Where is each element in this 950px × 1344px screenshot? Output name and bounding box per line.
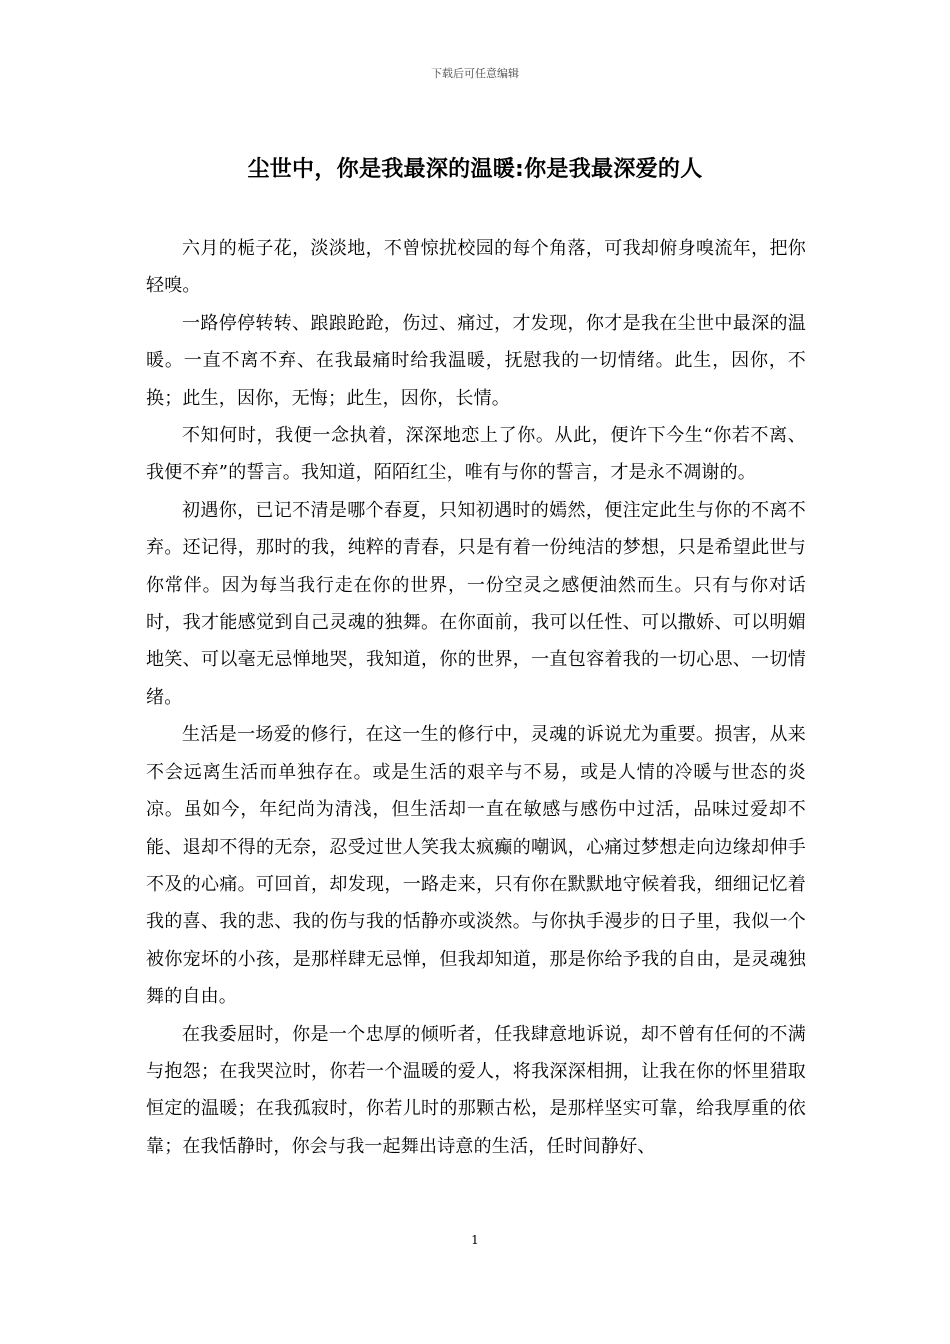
document-title: 尘世中，你是我最深的温暖:你是我最深爱的人: [247, 157, 703, 182]
header-note: 下载后可任意编辑: [431, 67, 519, 80]
page-number: 1: [471, 1233, 479, 1247]
article-body: [146, 230, 806, 1165]
paragraph-6: 在我委屈时，你是一个忠厚的倾听者，任我肆意地诉说，却不曾有任何的不满与抱怨；在我哭泣时，你若一个温暖的爱人，将我深深相拥，让我在你的怀里猎取恒定的温暖；在我孤寂时，你若儿时的那颗古松，是那样坚实可靠，给我厚重的依靠；在我恬静时，你会与我一起舞出诗意的生活，任时间静好、: [146, 1023, 806, 1157]
paragraph-4: 初遇你，已记不清是哪个春夏，只知初遇时的嫣然，便注定此生与你的不离不弃。还记得，那时的我，纯粹的青春，只是有着一份纯洁的梦想，只是希望此世与你常伴。因为每当我行走在你的世界，一份空灵之感便油然而生。只有与你对话时，我才能感觉到自己灵魂的独舞。在你面前，我可以任性、可以撒娇、可以明媚地笑、可以毫无忌惮地哭，我知道，你的世界，一直包容着我的一切心思、一切情绪。: [146, 499, 806, 708]
paragraph-2: 一路停停转转、踉踉跄跄，伤过、痛过，才发现，你才是我在尘世中最深的温暖。一直不离不弃、在我最痛时给我温暖，抚慰我的一切情绪。此生，因你，不换；此生，因你，无悔；此生，因你，长情。: [146, 312, 806, 409]
paragraph-1: 六月的栀子花，淡淡地，不曾惊扰校园的每个角落，可我却俯身嗅流年，把你轻嗅。: [146, 238, 806, 297]
paragraph-5: 生活是一场爱的修行，在这一生的修行中，灵魂的诉说尤为重要。损害，从来不会远离生活而单独存在。或是生活的艰辛与不易，或是人情的冷暖与世态的炎凉。虽如今，年纪尚为清浅，但生活却一直在敏感与感伤中过活，品味过爱却不能、退却不得的无奈，忍受过世人笑我太疯癫的嘲讽，心痛过梦想走向边缘却伸手不及的心痛。可回首，却发现，一路走来，只有你在默默地守候着我，细细记忆着我的喜、我的悲、我的伤与我的恬静亦或淡然。与你执手漫步的日子里，我似一个被你宠坏的小孩，是那样肆无忌惮，但我却知道，那是你给予我的自由，是灵魂独舞的自由。: [146, 724, 806, 1008]
paragraph-3: 不知何时，我便一念执着，深深地恋上了你。从此，便许下今生“你若不离、我便不弃”的誓言。我知道，陌陌红尘，唯有与你的誓言，才是永不凋谢的。: [146, 425, 806, 484]
